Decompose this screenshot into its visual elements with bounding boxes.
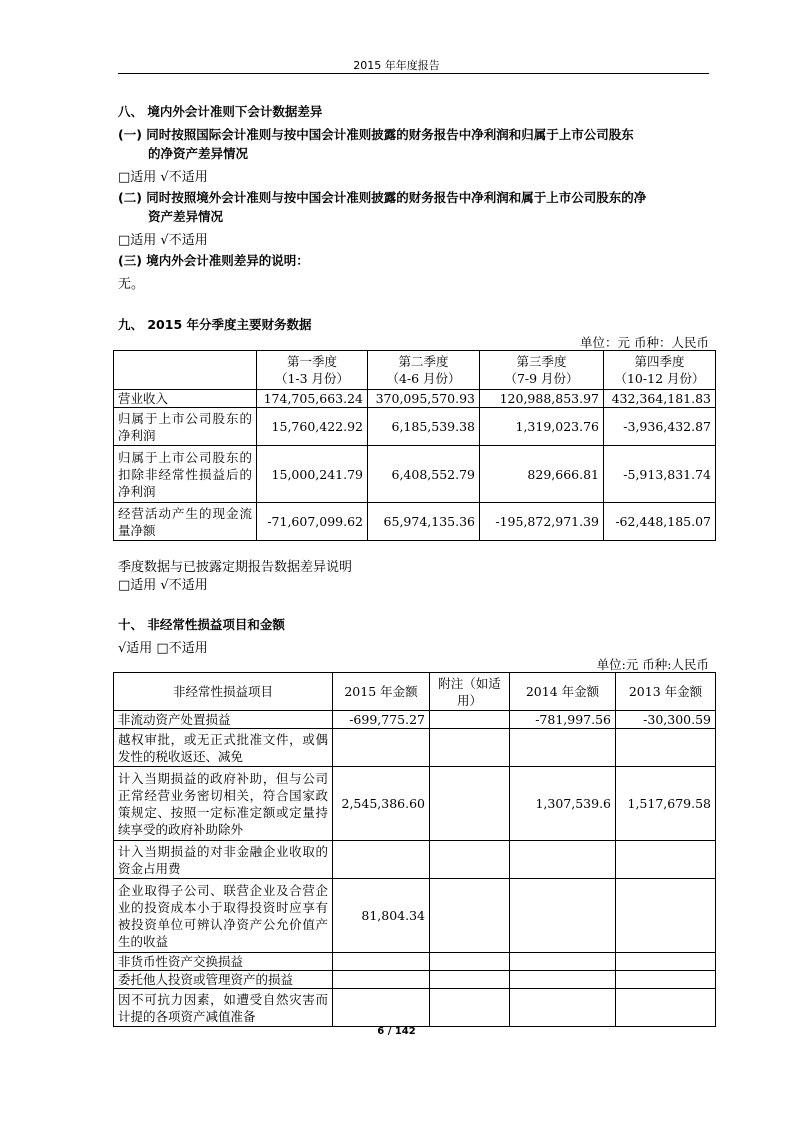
row-label: 非货币性资产交换损益 (114, 953, 333, 971)
cell-value: -62,448,185.07 (604, 503, 716, 541)
table-row (114, 408, 716, 446)
cell-note (430, 841, 510, 879)
cell-value: -5,913,831.74 (604, 446, 716, 503)
cell-2013 (616, 953, 716, 971)
table-row (114, 879, 716, 953)
header-2014: 2014 年金额 (510, 673, 616, 711)
row-label: 计入当期损益的对非金融企业收取的资金占用费 (114, 841, 333, 879)
table-row (114, 953, 716, 971)
table-row (114, 767, 716, 841)
nonrecurring-table (113, 672, 716, 1027)
header-item: 非经常性损益项目 (114, 673, 333, 711)
cell-2013 (616, 971, 716, 989)
table-row (114, 841, 716, 879)
row-label: 营业收入 (114, 390, 257, 408)
cell-2014 (510, 989, 616, 1027)
row-label: 经营活动产生的现金流量净额 (114, 503, 257, 541)
quarterly-diff-note: 季度数据与已披露定期报告数据差异说明 (118, 560, 353, 575)
cell-value: -195,872,971.39 (480, 503, 604, 541)
quarterly-header-q4: 第四季度 （10-12 月份） (604, 351, 716, 390)
cell-2014 (510, 953, 616, 971)
cell-value: -71,607,099.62 (257, 503, 368, 541)
cell-2013 (616, 989, 716, 1027)
section8-sub3-text: 无。 (118, 277, 145, 292)
cell-2014: 1,307,539.6 (510, 767, 616, 841)
row-label: 企业取得子公司、联营企业及合营企业的投资成本小于取得投资时应享有被投资单位可辨认净资产公允价值产生的收益 (114, 879, 333, 953)
section10-applicability: √适用 □不适用 (118, 641, 208, 656)
cell-value: 15,760,422.92 (257, 408, 368, 446)
table-row (114, 390, 716, 408)
cell-value: 370,095,570.93 (368, 390, 480, 408)
cell-note (430, 767, 510, 841)
quarterly-header-q3: 第三季度 （7-9 月份） (480, 351, 604, 390)
header-note: 附注（如适用） (430, 673, 510, 711)
cell-value: 120,988,853.97 (480, 390, 604, 408)
section10-title: 十、 非经常性损益项目和金额 (118, 617, 285, 632)
table-row (114, 971, 716, 989)
row-label: 非流动资产处置损益 (114, 711, 333, 729)
cell-2014 (510, 879, 616, 953)
table-row (114, 989, 716, 1027)
quarterly-header-q2: 第二季度 （4-6 月份） (368, 351, 480, 390)
page-header-title: 2015 年年度报告 (353, 59, 440, 72)
cell-2014 (510, 971, 616, 989)
cell-value: 1,319,023.76 (480, 408, 604, 446)
cell-value: 6,408,552.79 (368, 446, 480, 503)
cell-note (430, 879, 510, 953)
row-label: 因不可抗力因素，如遭受自然灾害而计提的各项资产减值准备 (114, 989, 333, 1027)
cell-2013: -30,300.59 (616, 711, 716, 729)
row-label: 越权审批，或无正式批准文件，或偶发性的税收返还、减免 (114, 729, 333, 767)
cell-2013 (616, 841, 716, 879)
cell-2013 (616, 879, 716, 953)
cell-value: 65,974,135.36 (368, 503, 480, 541)
quarterly-table (113, 350, 716, 541)
header-rule (118, 73, 709, 74)
quarterly-header-blank (114, 351, 257, 390)
row-label: 委托他人投资或管理资产的损益 (114, 971, 333, 989)
row-label: 归属于上市公司股东的扣除非经常性损益后的净利润 (114, 446, 257, 503)
header-2013: 2013 年金额 (616, 673, 716, 711)
section8-sub1-title: (一) 同时按照国际会计准则与按中国会计准则披露的财务报告中净利润和归属于上市公司股东 (118, 127, 634, 142)
table-row (114, 446, 716, 503)
cell-2015 (333, 953, 430, 971)
section8-sub2-applicability: □适用 √不适用 (118, 233, 208, 248)
cell-2014 (510, 841, 616, 879)
section10-units: 单位:元 币种:人民币 (596, 657, 709, 672)
cell-2015 (333, 989, 430, 1027)
cell-note (430, 953, 510, 971)
quarterly-header-q1: 第一季度 （1-3 月份） (257, 351, 368, 390)
cell-2015 (333, 971, 430, 989)
section8-sub1-applicability: □适用 √不适用 (118, 170, 208, 185)
cell-value: 829,666.81 (480, 446, 604, 503)
page-number: 6 / 142 (377, 1026, 416, 1037)
section8-sub2-title-cont: 资产差异情况 (148, 209, 224, 224)
row-label: 归属于上市公司股东的净利润 (114, 408, 257, 446)
cell-2013: 1,517,679.58 (616, 767, 716, 841)
table-row (114, 503, 716, 541)
cell-value: 15,000,241.79 (257, 446, 368, 503)
cell-value: 174,705,663.24 (257, 390, 368, 408)
cell-note (430, 711, 510, 729)
cell-value: 432,364,181.83 (604, 390, 716, 408)
quarterly-diff-applicability: □适用 √不适用 (118, 578, 208, 593)
section8-sub3-title: (三) 境内外会计准则差异的说明： (118, 253, 309, 268)
section8-sub1-title-cont: 的净资产差异情况 (148, 146, 249, 161)
cell-2015 (333, 841, 430, 879)
table-row (114, 711, 716, 729)
section8-sub2-title: (二) 同时按照境外会计准则与按中国会计准则披露的财务报告中净利润和属于上市公司股东的净 (118, 190, 647, 205)
header-2015: 2015 年金额 (333, 673, 430, 711)
cell-2014 (510, 729, 616, 767)
cell-2015: 2,545,386.60 (333, 767, 430, 841)
cell-note (430, 729, 510, 767)
cell-note (430, 971, 510, 989)
cell-value: 6,185,539.38 (368, 408, 480, 446)
row-label: 计入当期损益的政府补助，但与公司正常经营业务密切相关，符合国家政策规定、按照一定标准定额或定量持续享受的政府补助除外 (114, 767, 333, 841)
section9-title: 九、 2015 年分季度主要财务数据 (118, 317, 312, 332)
cell-2015 (333, 729, 430, 767)
cell-2015: -699,775.27 (333, 711, 430, 729)
table-row (114, 729, 716, 767)
cell-value: -3,936,432.87 (604, 408, 716, 446)
cell-2015: 81,804.34 (333, 879, 430, 953)
cell-2014: -781,997.56 (510, 711, 616, 729)
cell-2013 (616, 729, 716, 767)
section8-title: 八、 境内外会计准则下会计数据差异 (118, 104, 323, 119)
section9-units: 单位：元 币种：人民币 (580, 335, 709, 350)
cell-note (430, 989, 510, 1027)
